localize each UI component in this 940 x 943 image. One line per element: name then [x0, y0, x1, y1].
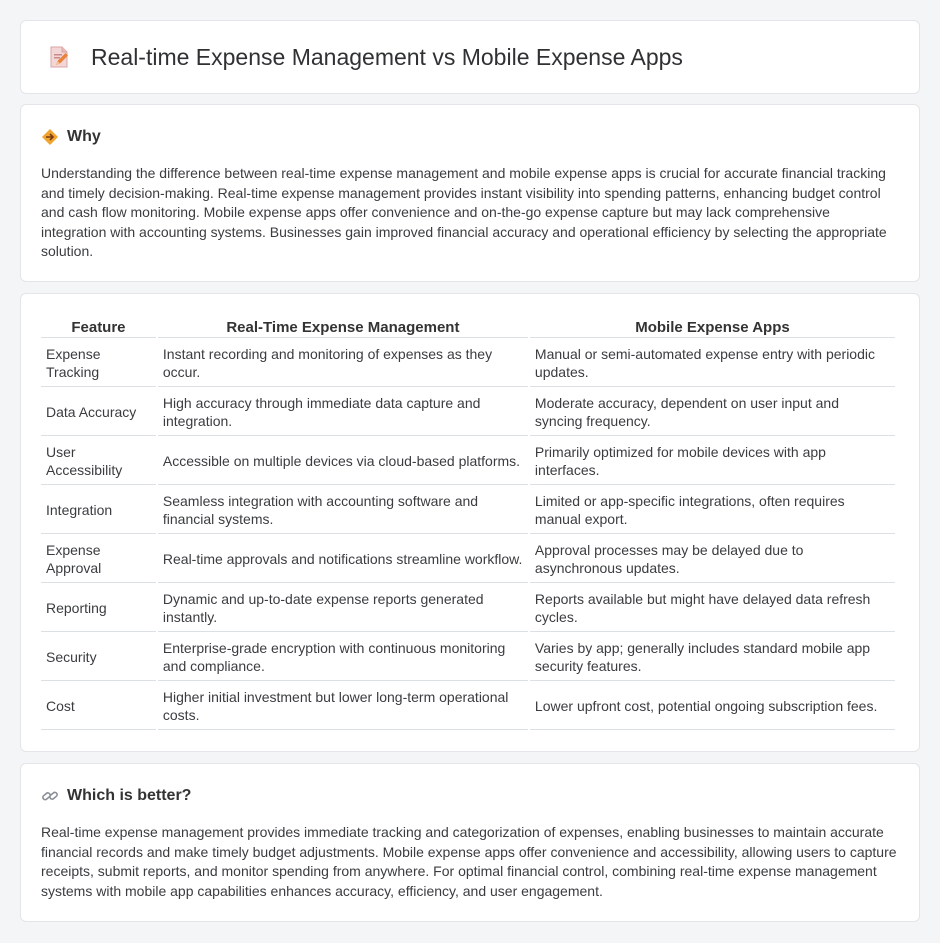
feature-cell: Data Accuracy — [41, 389, 156, 436]
header-mobile: Mobile Expense Apps — [530, 316, 895, 338]
feature-cell: Expense Tracking — [41, 340, 156, 387]
table-row — [41, 340, 895, 387]
header-feature: Feature — [41, 316, 156, 338]
why-text: Understanding the difference between real-time expense management and mobile expense apps is crucial for accurate financial tracking and timely decision-making. Real-time expense management provides instant visibility into spending patterns, enhancing budget control and cash flow monitoring. Mobile expense apps offer convenience and on-the-go expense capture but may lack comprehensive integration with accounting systems. Businesses gain improved financial accuracy and operational efficiency by selecting the appropriate solution. — [41, 165, 887, 260]
better-heading — [41, 786, 899, 806]
real-time-cell: Enterprise-grade encryption with continuous monitoring and compliance. — [158, 634, 528, 681]
document-pencil-icon — [45, 43, 73, 71]
comparison-table — [39, 314, 897, 732]
feature-cell: Expense Approval — [41, 536, 156, 583]
which-is-better-section — [20, 763, 920, 922]
mobile-cell: Limited or app-specific integrations, often requires manual export. — [530, 487, 895, 534]
why-title: Why — [67, 128, 101, 145]
mobile-cell: Moderate accuracy, dependent on user input and syncing frequency. — [530, 389, 895, 436]
why-heading — [41, 127, 899, 147]
link-icon — [41, 787, 59, 805]
table-row — [41, 389, 895, 436]
feature-cell: Integration — [41, 487, 156, 534]
feature-cell: Cost — [41, 683, 156, 730]
table-row — [41, 634, 895, 681]
page-title: Real-time Expense Management vs Mobile Expense Apps — [91, 43, 683, 70]
mobile-cell: Approval processes may be delayed due to asynchronous updates. — [530, 536, 895, 583]
table-row — [41, 585, 895, 632]
real-time-cell: Instant recording and monitoring of expenses as they occur. — [158, 340, 528, 387]
mobile-cell: Varies by app; generally includes standard mobile app security features. — [530, 634, 895, 681]
real-time-cell: Higher initial investment but lower long-term operational costs. — [158, 683, 528, 730]
mobile-cell: Manual or semi-automated expense entry with periodic updates. — [530, 340, 895, 387]
why-section — [20, 104, 920, 282]
feature-cell: Security — [41, 634, 156, 681]
real-time-cell: Dynamic and up-to-date expense reports generated instantly. — [158, 585, 528, 632]
header-card — [20, 20, 920, 94]
real-time-cell: Real-time approvals and notifications streamline workflow. — [158, 536, 528, 583]
header-real-time: Real-Time Expense Management — [158, 316, 528, 338]
real-time-cell: Seamless integration with accounting software and financial systems. — [158, 487, 528, 534]
table-row — [41, 438, 895, 485]
table-header-row — [41, 316, 895, 338]
comparison-section — [20, 293, 920, 752]
real-time-cell: High accuracy through immediate data capture and integration. — [158, 389, 528, 436]
real-time-cell: Accessible on multiple devices via cloud-based platforms. — [158, 438, 528, 485]
mobile-cell: Primarily optimized for mobile devices with app interfaces. — [530, 438, 895, 485]
mobile-cell: Lower upfront cost, potential ongoing subscription fees. — [530, 683, 895, 730]
diamond-sign-icon — [41, 128, 59, 146]
table-row — [41, 487, 895, 534]
feature-cell: Reporting — [41, 585, 156, 632]
better-text: Real-time expense management provides immediate tracking and categorization of expenses, enabling businesses to maintain accurate financial records and make timely budget adjustments. Mobile expense apps offer convenience and accessibility, allowing users to capture receipts, submit reports, and monitor spending from anywhere. For optimal financial control, combining real-time expense management systems with mobile app capabilities enhances accuracy, efficiency, and user engagement. — [41, 824, 897, 899]
table-row — [41, 683, 895, 730]
feature-cell: User Accessibility — [41, 438, 156, 485]
better-title: Which is better? — [67, 787, 192, 804]
mobile-cell: Reports available but might have delayed data refresh cycles. — [530, 585, 895, 632]
table-row — [41, 536, 895, 583]
